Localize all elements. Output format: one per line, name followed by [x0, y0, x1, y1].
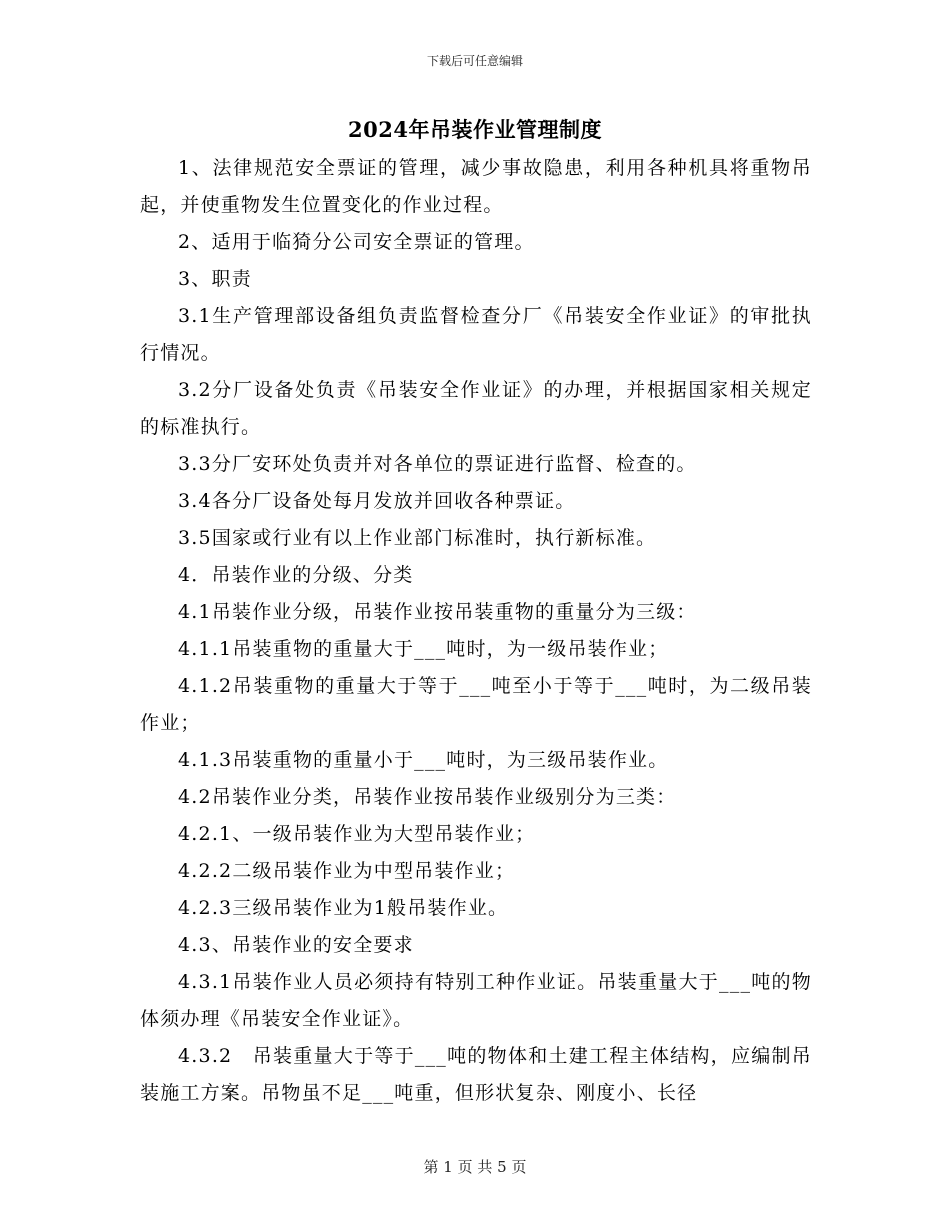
- paragraph: 1、法律规范安全票证的管理，减少事故隐患，利用各种机具将重物吊起，并使重物发生位置变化的作业过程。: [140, 157, 812, 216]
- header-note: 下载后可任意编辑: [426, 54, 523, 68]
- paragraph: 4.3.1吊装作业人员必须持有特别工种作业证。吊装重量大于___吨的物体须办理《吊装安全作业证》。: [140, 971, 812, 1030]
- paragraph: 4.2.1、一级吊装作业为大型吊装作业；: [178, 823, 536, 845]
- document-title: 2024年吊装作业管理制度: [348, 117, 602, 142]
- paragraph: 4.1吊装作业分级，吊装作业按吊装重物的重量分为三级：: [178, 601, 697, 623]
- document-body: [140, 150, 812, 1112]
- paragraph: 4.2吊装作业分类，吊装作业按吊装作业级别分为三类：: [178, 786, 677, 808]
- paragraph: 4．吊装作业的分级、分类: [178, 564, 414, 586]
- paragraph: 4.3.2 吊装重量大于等于___吨的物体和土建工程主体结构，应编制吊装施工方案。吊物虽不足___吨重，但形状复杂、刚度小、长径: [140, 1045, 812, 1104]
- paragraph: 3、职责: [178, 268, 252, 290]
- paragraph: 3.5国家或行业有以上作业部门标准时，执行新标准。: [178, 527, 657, 549]
- paragraph: 3.3分厂安环处负责并对各单位的票证进行监督、检查的。: [178, 453, 697, 475]
- paragraph: 3.1生产管理部设备组负责监督检查分厂《吊装安全作业证》的审批执行情况。: [140, 305, 812, 364]
- paragraph: 4.3、吊装作业的安全要求: [178, 934, 414, 956]
- paragraph: 3.4各分厂设备处每月发放并回收各种票证。: [178, 490, 576, 512]
- page-number: 第 1 页 共 5 页: [423, 1158, 527, 1176]
- paragraph: 4.1.2吊装重物的重量大于等于___吨至小于等于___吨时，为二级吊装作业；: [140, 675, 812, 734]
- paragraph: 4.1.1吊装重物的重量大于___吨时，为一级吊装作业；: [178, 638, 669, 660]
- paragraph: 2、适用于临猗分公司安全票证的管理。: [178, 231, 535, 253]
- paragraph: 4.1.3吊装重物的重量小于___吨时，为三级吊装作业。: [178, 749, 669, 771]
- paragraph: 4.2.2二级吊装作业为中型吊装作业；: [178, 860, 516, 882]
- paragraph: 3.2分厂设备处负责《吊装安全作业证》的办理，并根据国家相关规定的标准执行。: [140, 379, 812, 438]
- paragraph: 4.2.3三级吊装作业为1般吊装作业。: [178, 897, 509, 919]
